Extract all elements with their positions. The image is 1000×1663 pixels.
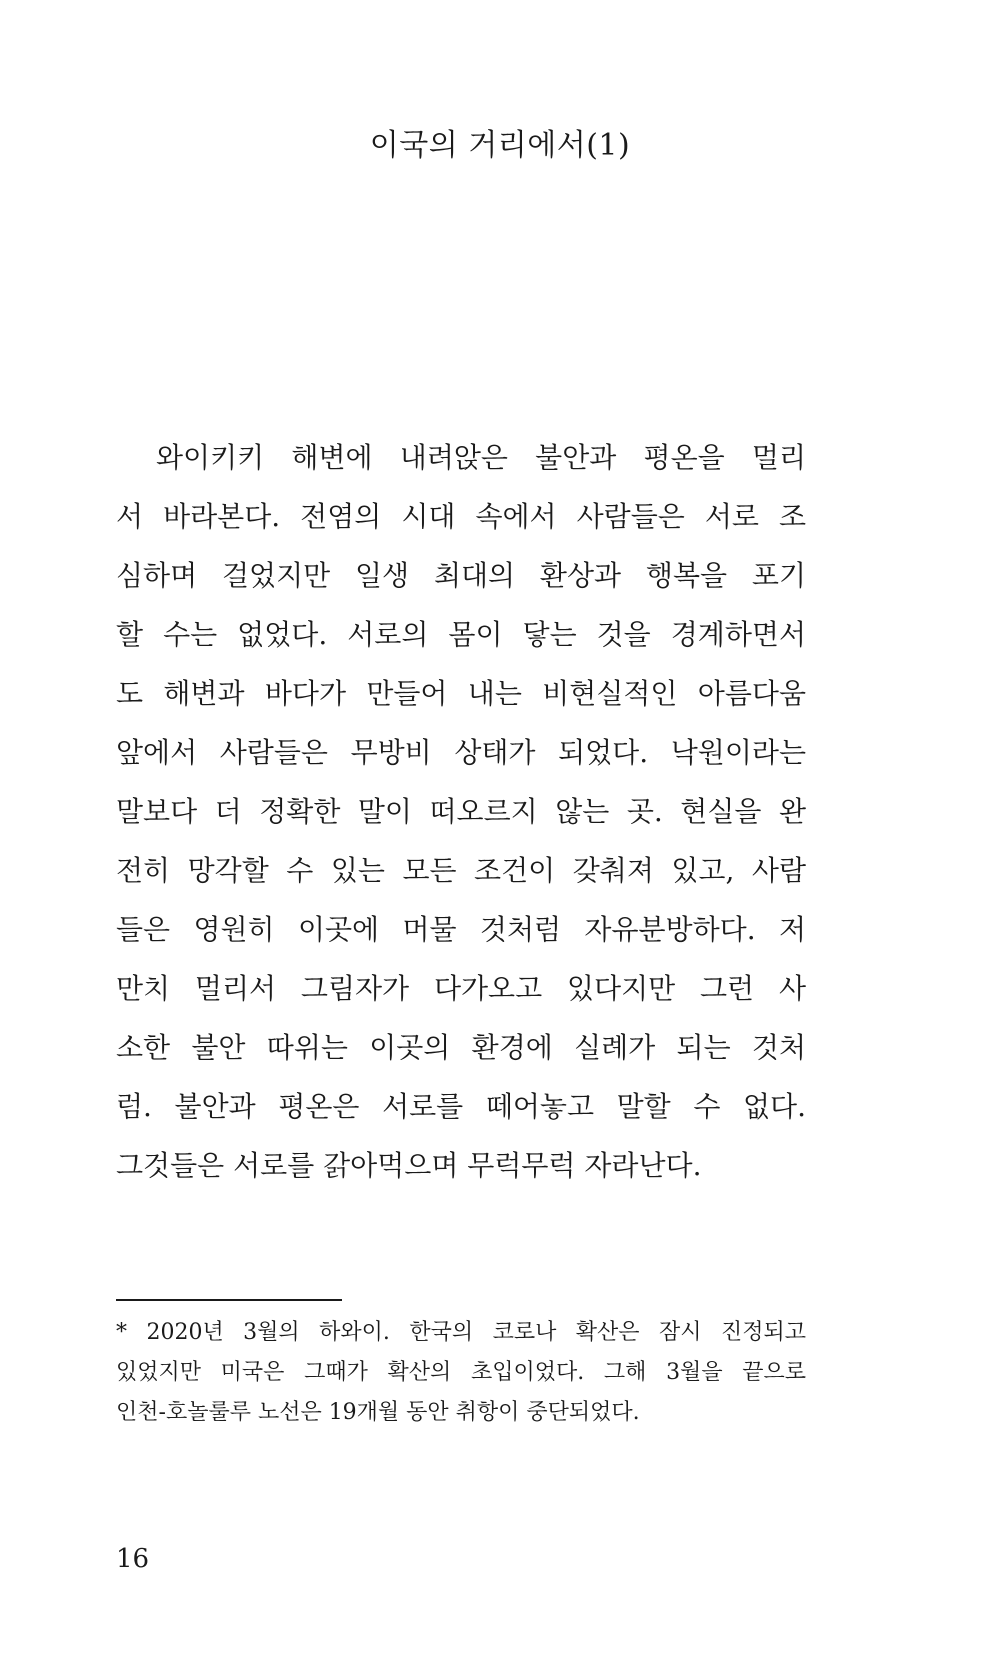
body-line: 말보다 더 정확한 말이 떠오르지 않는 곳. 현실을 완 — [116, 795, 806, 828]
footnote — [116, 1313, 806, 1433]
footnote-divider — [116, 1299, 342, 1301]
body-line: 만치 멀리서 그림자가 다가오고 있다지만 그런 사 — [116, 972, 806, 1005]
body-line: 와이키키 해변에 내려앉은 불안과 평온을 멀리 — [156, 441, 806, 474]
body-line: 앞에서 사람들은 무방비 상태가 되었다. 낙원이라는 — [116, 736, 806, 769]
page-number: 16 — [116, 1544, 150, 1574]
body-line: 전히 망각할 수 있는 모든 조건이 갖춰져 있고, 사람 — [116, 854, 806, 887]
body-paragraph — [116, 428, 806, 1195]
body-line: 소한 불안 따위는 이곳의 환경에 실례가 되는 것처 — [116, 1031, 806, 1064]
body-line: 서 바라본다. 전염의 시대 속에서 사람들은 서로 조 — [116, 500, 806, 533]
chapter-title: 이국의 거리에서(1) — [369, 128, 631, 163]
body-line: 그것들은 서로를 갉아먹으며 무럭무럭 자라난다. — [116, 1149, 702, 1182]
footnote-line: * 2020년 3월의 하와이. 한국의 코로나 확산은 잠시 진정되고 — [116, 1320, 806, 1345]
body-line: 들은 영원히 이곳에 머물 것처럼 자유분방하다. 저 — [116, 913, 806, 946]
footnote-line: 인천-호놀룰루 노선은 19개월 동안 취항이 중단되었다. — [116, 1400, 640, 1425]
body-line: 럼. 불안과 평온은 서로를 떼어놓고 말할 수 없다. — [116, 1090, 806, 1123]
footnote-line: 있었지만 미국은 그때가 확산의 초입이었다. 그해 3월을 끝으로 — [116, 1360, 806, 1385]
body-line: 할 수는 없었다. 서로의 몸이 닿는 것을 경계하면서 — [116, 618, 806, 651]
body-line: 심하며 걸었지만 일생 최대의 환상과 행복을 포기 — [116, 559, 806, 592]
body-line: 도 해변과 바다가 만들어 내는 비현실적인 아름다움 — [116, 677, 806, 710]
